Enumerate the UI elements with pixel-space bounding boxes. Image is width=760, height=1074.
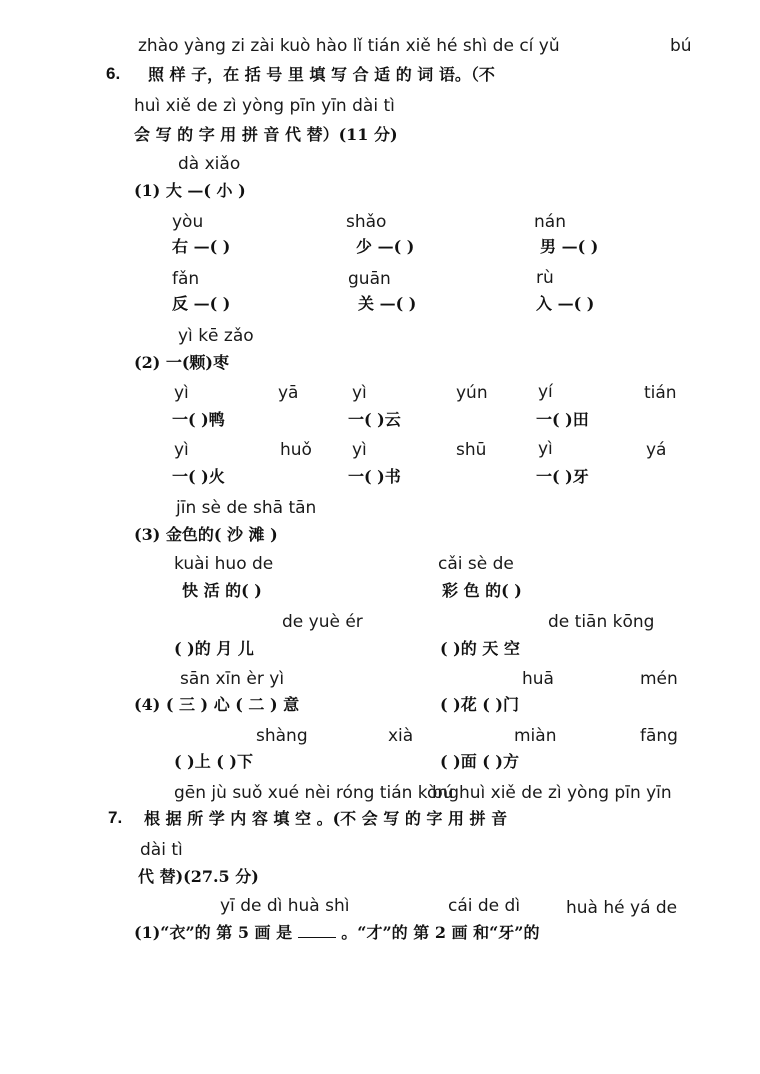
q7-s1-pinyin-b: cái de dì: [448, 896, 521, 916]
q6-s2-r1-c1-py2: yā: [278, 383, 299, 403]
q6-s4-xia-pinyin: xià: [388, 726, 414, 746]
q6-s2-r1-c3-blank[interactable]: 一( )田: [536, 410, 589, 429]
q6-s4-example: (4) ( 三 ) 心 ( 二 ) 意: [134, 695, 300, 714]
q6-s1-r2-c2-blank[interactable]: 关 —( ): [358, 294, 417, 313]
q6-pinyin-line2: huì xiě de zì yòng pīn yīn dài tì: [134, 96, 395, 116]
q7-pinyin-line1b: bú huì xiě de zì yòng pīn yīn: [432, 783, 672, 803]
q6-s1-r1-c3-pinyin: nán: [534, 212, 566, 232]
q6-s2-r2-c1-py1: yì: [174, 440, 189, 460]
q6-s3-d-blank[interactable]: ( )的 天 空: [440, 639, 520, 658]
q6-s1-r2-c1-blank[interactable]: 反 —( ): [172, 294, 231, 313]
q6-s2-r1-c3-py1: yí: [538, 382, 553, 402]
q6-s2-r1-c3-py2: tián: [644, 383, 677, 403]
q6-s2-r1-c2-blank[interactable]: 一( )云: [348, 410, 401, 429]
q6-s3-b-blank[interactable]: 彩 色 的( ): [442, 581, 522, 600]
q6-s2-r2-c1-blank[interactable]: 一( )火: [172, 467, 225, 486]
q6-pinyin-line1: zhào yàng zi zài kuò hào lǐ tián xiě hé shì de cí yǔ: [138, 36, 560, 56]
q6-s4-shang-pinyin: shàng: [256, 726, 308, 746]
q6-s2-example-pinyin: yì kē zǎo: [178, 326, 254, 346]
q6-number: 6.: [106, 64, 121, 83]
q6-s4-mian-pinyin: miàn: [514, 726, 557, 746]
q6-s2-r1-c1-py1: yì: [174, 383, 189, 403]
q6-s2-r2-c3-py2: yá: [646, 440, 667, 460]
q6-s2-r2-c2-py1: yì: [352, 440, 367, 460]
q6-s4-r2-left-blank[interactable]: ( )上 ( )下: [174, 752, 253, 771]
q6-s3-example: (3) 金色的( 沙 滩 ): [134, 525, 278, 544]
q6-instruction-line1: 照 样 子，在 括 号 里 填 写 合 适 的 词 语。（不: [148, 65, 495, 84]
q6-s1-r2-c3-blank[interactable]: 入 —( ): [536, 294, 595, 313]
q6-s3-c-pinyin: de yuè ér: [282, 612, 363, 632]
q6-s1-r2-c3-pinyin: rù: [536, 268, 554, 288]
q6-s1-r2-c2-pinyin: guān: [348, 269, 391, 289]
q6-s2-r2-c1-py2: huǒ: [280, 440, 312, 460]
q6-s1-r1-c3-blank[interactable]: 男 —( ): [540, 237, 599, 256]
q7-s1-text-post: 。“才”的 第 2 画 和“牙”的: [341, 923, 540, 942]
q6-s1-r1-c1-blank[interactable]: 右 —( ): [172, 237, 231, 256]
q6-s2-example: (2) 一(颗)枣: [134, 353, 229, 372]
q6-s1-r1-c2-blank[interactable]: 少 —( ): [356, 237, 415, 256]
q7-s1-pinyin-c: huà hé yá de: [566, 898, 678, 918]
q6-s4-r2-right-blank[interactable]: ( )面 ( )方: [440, 752, 519, 771]
q6-s1-example: (1) 大 —( 小 ): [134, 181, 246, 200]
q6-s3-a-pinyin: kuài huo de: [174, 554, 274, 574]
q7-instruction-line2: 代 替)(27.5 分): [138, 867, 259, 886]
q6-s1-example-pinyin: dà xiǎo: [178, 154, 241, 174]
q6-s3-b-pinyin: cǎi sè de: [438, 554, 514, 574]
q6-s4-men-pinyin: mén: [640, 669, 678, 689]
q6-s1-r2-c1-pinyin: fǎn: [172, 269, 200, 289]
q6-s2-r1-c1-blank[interactable]: 一( )鸭: [172, 410, 225, 429]
q6-s2-r2-c3-blank[interactable]: 一( )牙: [536, 467, 589, 486]
q7-pinyin-line2: dài tì: [140, 840, 183, 860]
q6-s3-example-pinyin: jīn sè de shā tān: [176, 498, 317, 518]
q6-s2-r2-c2-py2: shū: [456, 440, 487, 460]
q6-s3-c-blank[interactable]: ( )的 月 儿: [174, 639, 254, 658]
q6-s2-r1-c2-py1: yì: [352, 383, 367, 403]
q7-s1-answer-blank[interactable]: [298, 923, 336, 938]
q6-s2-r2-c2-blank[interactable]: 一( )书: [348, 467, 401, 486]
q6-s4-hua-pinyin: huā: [522, 669, 554, 689]
q7-pinyin-line1a: gēn jù suǒ xué nèi róng tián kòng: [174, 783, 459, 803]
q6-s2-r1-c2-py2: yún: [456, 383, 488, 403]
q7-s1-text-pre: (1)“衣”的 第 5 画 是: [134, 923, 293, 942]
q7-s1-line: [134, 920, 540, 943]
q6-s4-example-pinyin: sān xīn èr yì: [180, 669, 285, 689]
q6-s4-fang-pinyin: fāng: [640, 726, 678, 746]
q6-s3-d-pinyin: de tiān kōng: [548, 612, 655, 632]
q6-s2-r2-c3-py1: yì: [538, 439, 553, 459]
q6-s1-r1-c2-pinyin: shǎo: [346, 212, 387, 232]
q7-s1-pinyin-a: yī de dì huà shì: [220, 896, 350, 916]
q7-instruction-line1: 根 据 所 学 内 容 填 空 。(不 会 写 的 字 用 拼 音: [144, 809, 508, 828]
q6-s3-a-blank[interactable]: 快 活 的( ): [182, 581, 262, 600]
q6-pinyin-bu: bú: [670, 36, 692, 56]
q7-number: 7.: [108, 808, 123, 827]
q6-s4-r1-right-blank[interactable]: ( )花 ( )门: [440, 695, 519, 714]
q6-instruction-line2: 会 写 的 字 用 拼 音 代 替）(11 分): [134, 125, 398, 144]
q6-s1-r1-c1-pinyin: yòu: [172, 212, 204, 232]
